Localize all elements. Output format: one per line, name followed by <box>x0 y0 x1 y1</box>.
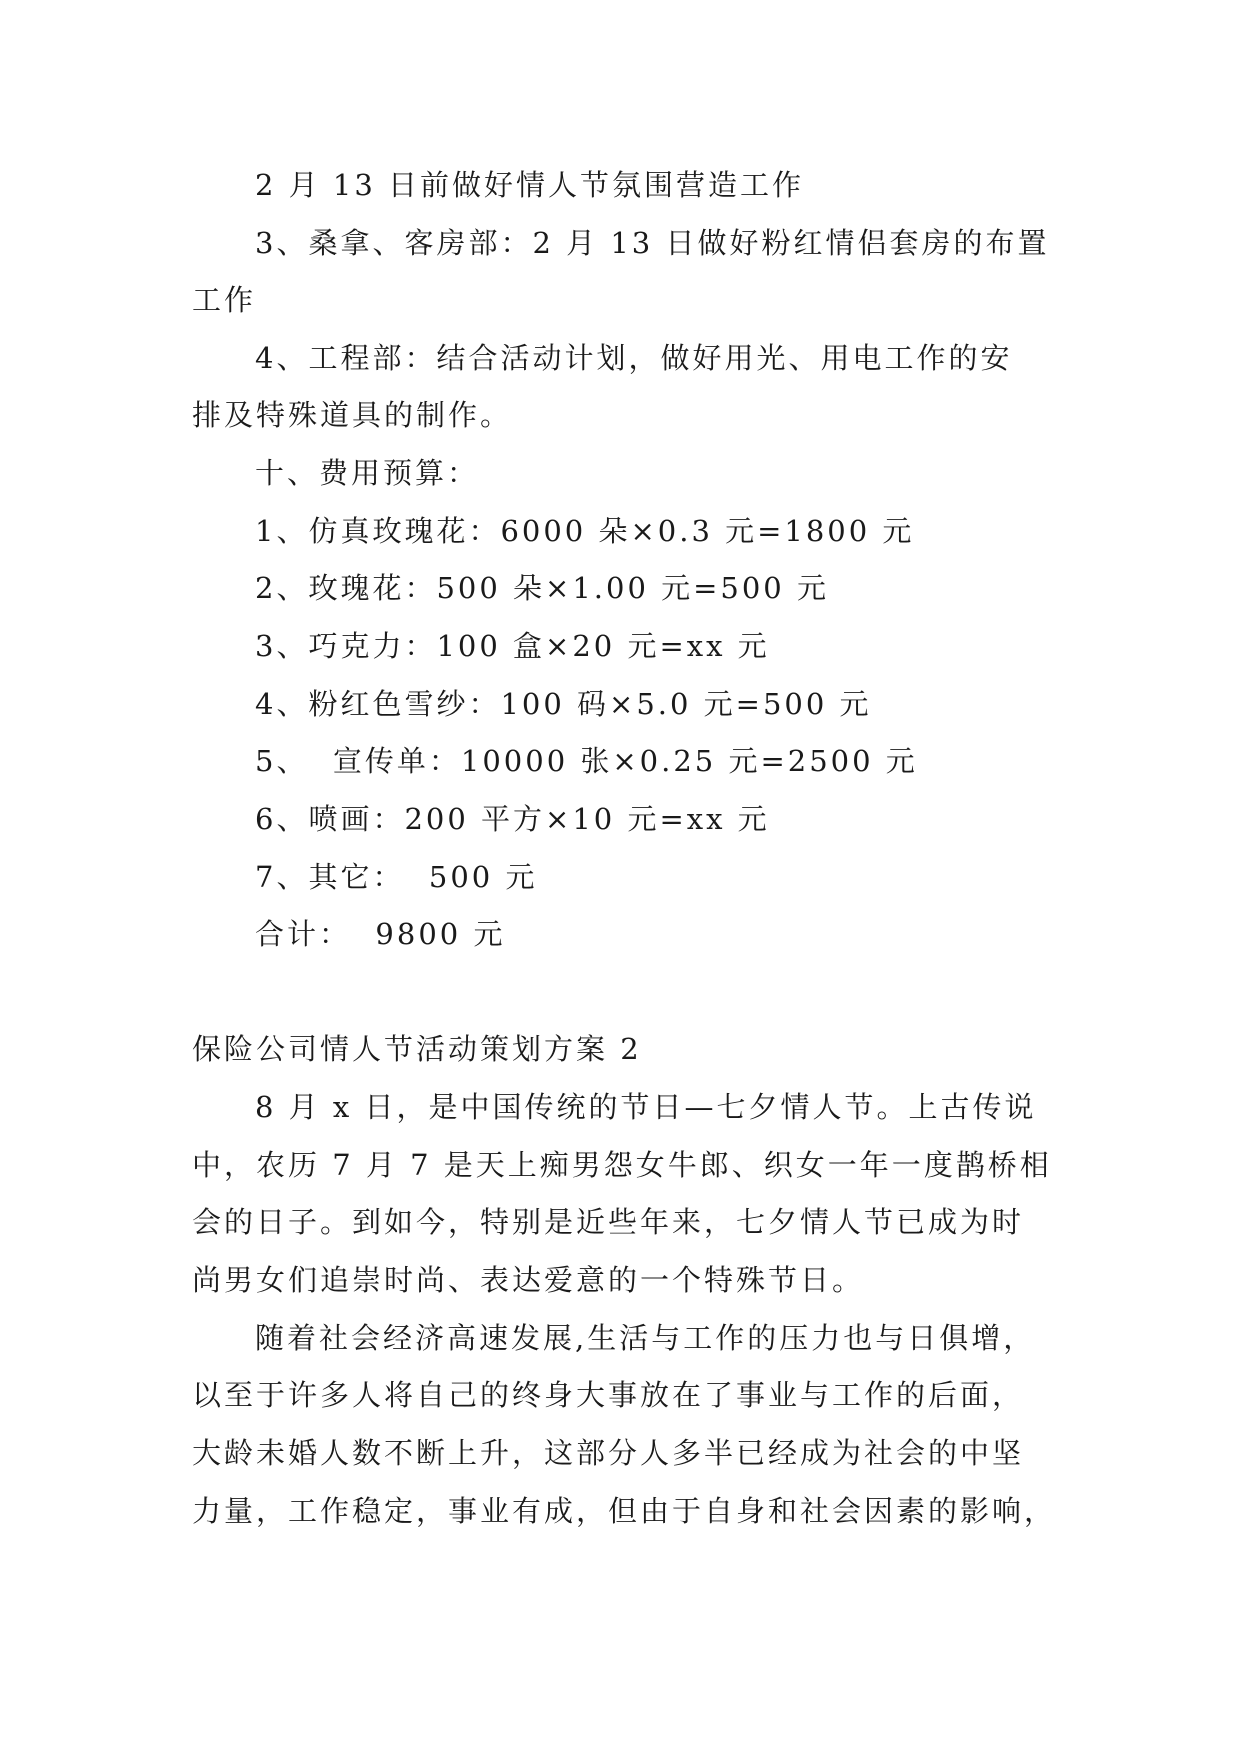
text-line: 中，农历 7 月 7 是天上痴男怨女牛郎、织女一年一度鹊桥相 <box>192 1148 1052 1182</box>
budget-heading: 十、费用预算： <box>255 456 480 490</box>
text-line: 会的日子。到如今，特别是近些年来，七夕情人节已成为时 <box>192 1205 1025 1239</box>
text-line: 力量，工作稳定，事业有成，但由于自身和社会因素的影响， <box>192 1494 1057 1528</box>
budget-item: 7、其它： 500 元 <box>255 860 538 894</box>
text-line: 2 月 13 日前做好情人节氛围营造工作 <box>255 168 805 202</box>
budget-item: 1、仿真玫瑰花：6000 朵×0.3 元=1800 元 <box>255 514 915 548</box>
text-line: 以至于许多人将自己的终身大事放在了事业与工作的后面， <box>192 1378 1025 1412</box>
budget-item: 3、巧克力：100 盒×20 元=xx 元 <box>255 629 770 663</box>
budget-total: 合计： 9800 元 <box>255 917 506 951</box>
text-line: 工作 <box>192 283 257 317</box>
budget-item: 5、 宣传单：10000 张×0.25 元=2500 元 <box>255 744 918 778</box>
text-line: 大龄未婚人数不断上升，这部分人多半已经成为社会的中坚 <box>192 1436 1025 1470</box>
budget-item: 4、粉红色雪纱：100 码×5.0 元=500 元 <box>255 687 872 721</box>
budget-item: 2、玫瑰花：500 朵×1.00 元=500 元 <box>255 571 829 605</box>
section-title: 保险公司情人节活动策划方案 2 <box>192 1032 642 1066</box>
text-line: 3、桑拿、客房部：2 月 13 日做好粉红情侣套房的布置 <box>255 226 1050 260</box>
text-line: 尚男女们追崇时尚、表达爱意的一个特殊节日。 <box>192 1263 865 1297</box>
text-line: 8 月 x 日，是中国传统的节日—七夕情人节。上古传说 <box>255 1090 1037 1124</box>
budget-item: 6、喷画：200 平方×10 元=xx 元 <box>255 802 770 836</box>
text-line: 排及特殊道具的制作。 <box>192 398 513 432</box>
text-line: 随着社会经济高速发展,生活与工作的压力也与日俱增， <box>255 1321 1036 1355</box>
text-line: 4、工程部：结合活动计划，做好用光、用电工作的安 <box>255 341 1013 375</box>
